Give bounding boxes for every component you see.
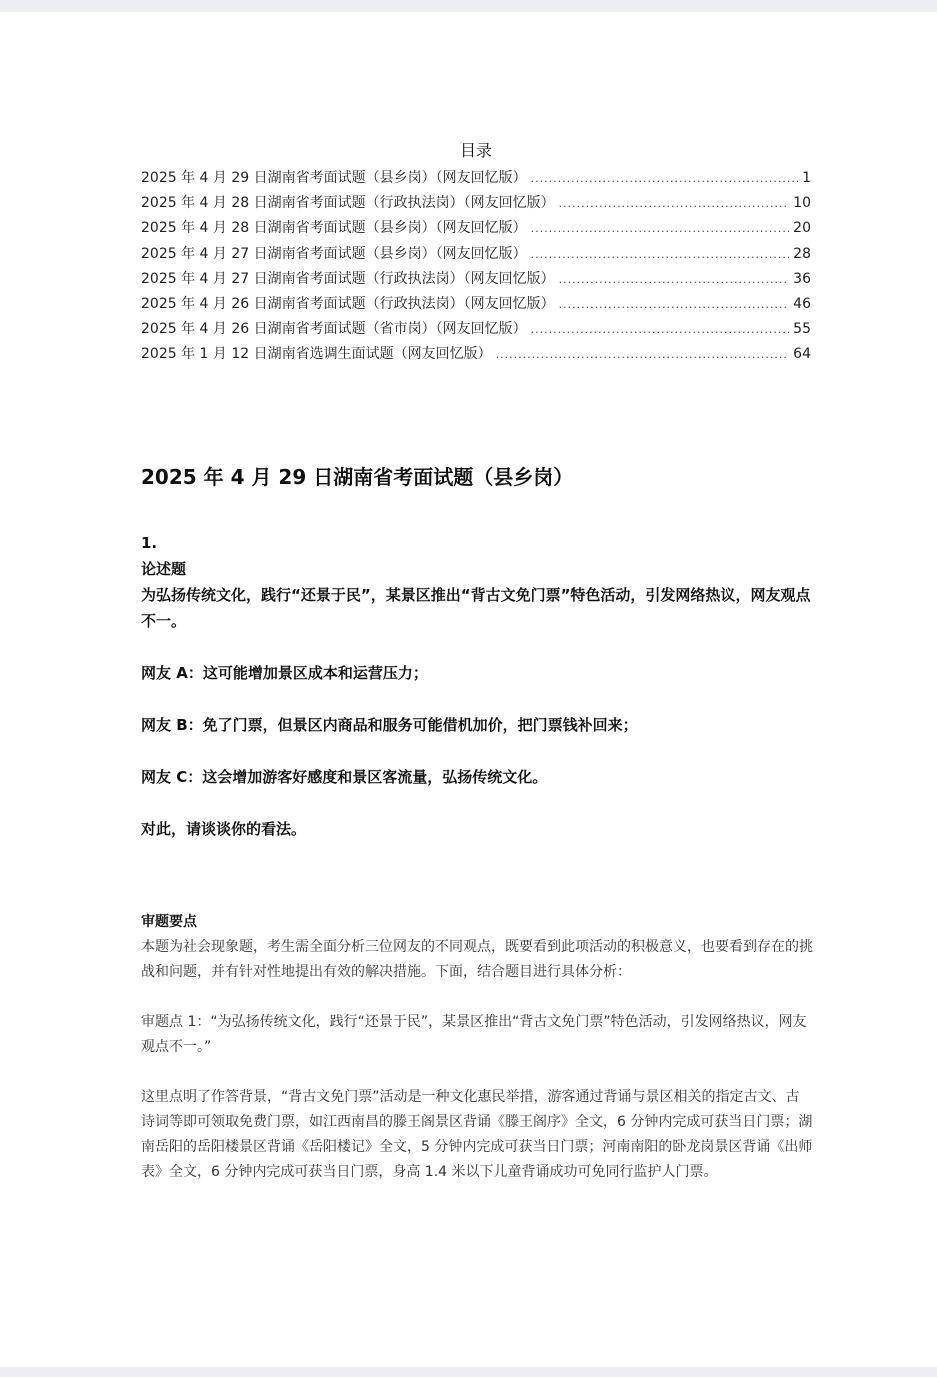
toc-entry-title: 2025 年 4 月 26 日湖南省考面试题（行政执法岗）（网友回忆版） (141, 295, 555, 312)
toc-entry[interactable] (141, 242, 811, 267)
toc-entry[interactable] (141, 166, 811, 191)
analysis-explanation: 这里点明了作答背景，“背古文免门票”活动是一种文化惠民举措，游客通过背诵与景区相关的指定古文、古诗词等即可领取免费门票，如江西南昌的滕王阁景区背诵《滕王阁序》全文，6 分钟内完成可获当日门票；湖南岳阳的岳阳楼景区背诵《岳阳楼记》全文，5 分钟内完成可获当日门票；河南南阳的卧龙岗景区背诵《出师表》全文，6 分钟内完成可获当日门票，身高 1.4 米以下儿童背诵成功可免同行监护人门票。 (141, 1089, 813, 1180)
toc-dot-leader (531, 166, 798, 191)
toc-dot-leader (531, 216, 790, 241)
toc-entry[interactable] (141, 267, 811, 292)
toc-entry-page: 28 (793, 245, 811, 262)
toc-entry[interactable] (141, 292, 811, 317)
question-prompt: 对此，请谈谈你的看法。 (141, 820, 307, 838)
toc-entry[interactable] (141, 191, 811, 216)
toc-entry-title: 2025 年 4 月 27 日湖南省考面试题（县乡岗）（网友回忆版） (141, 245, 527, 262)
toc-entry-title: 2025 年 4 月 27 日湖南省考面试题（行政执法岗）（网友回忆版） (141, 270, 555, 287)
toc-dot-leader (531, 317, 790, 342)
toc-entry-page: 10 (793, 195, 811, 212)
toc-entry-title: 2025 年 4 月 26 日湖南省考面试题（省市岗）（网友回忆版） (141, 321, 527, 338)
toc-entry-page: 55 (793, 321, 811, 338)
analysis-intro: 本题为社会现象题，考生需全面分析三位网友的不同观点，既要看到此项活动的积极意义，也要看到存在的挑战和问题，并有针对性地提出有效的解决措施。下面，结合题目进行具体分析： (141, 939, 813, 980)
toc-entry-page: 46 (793, 295, 811, 312)
toc-entry-page: 20 (793, 220, 811, 237)
question-number: 1. (141, 534, 158, 552)
document-page (0, 12, 937, 1367)
question-type: 论述题 (141, 560, 187, 578)
question-stem: 为弘扬传统文化，践行“还景于民”，某景区推出“背古文免门票”特色活动，引发网络热议，网友观点不一。 (141, 586, 811, 630)
toc-entry-page: 1 (802, 170, 811, 186)
toc-entry-title: 2025 年 4 月 29 日湖南省考面试题（县乡岗）（网友回忆版） (141, 170, 527, 186)
toc-entry[interactable] (141, 342, 811, 367)
toc-dot-leader (531, 242, 790, 267)
section-title: 2025 年 4 月 29 日湖南省考面试题（县乡岗） (141, 465, 574, 489)
analysis-heading: 审题要点 (141, 914, 197, 930)
analysis-point-1: 审题点 1：“为弘扬传统文化，践行“还景于民”，某景区推出“背古文免门票”特色活动，引发网络热议，网友观点不一。” (141, 1014, 807, 1055)
question-block (141, 530, 813, 842)
toc-dot-leader (559, 292, 790, 317)
toc-dot-leader (559, 267, 790, 292)
table-of-contents (141, 140, 811, 368)
toc-entry-title: 2025 年 4 月 28 日湖南省考面试题（行政执法岗）（网友回忆版） (141, 195, 555, 212)
analysis-block (141, 910, 813, 1185)
toc-entry-page: 36 (793, 270, 811, 287)
toc-entry[interactable] (141, 216, 811, 241)
toc-entry-title: 2025 年 1 月 12 日湖南省选调生面试题（网友回忆版） (141, 346, 492, 363)
toc-dot-leader (496, 342, 790, 367)
opinion-b: 网友 B：免了门票，但景区内商品和服务可能借机加价，把门票钱补回来； (141, 716, 638, 734)
toc-entry-page: 64 (793, 346, 811, 363)
toc-heading: 目录 (459, 141, 492, 160)
toc-entry[interactable] (141, 317, 811, 342)
toc-entry-title: 2025 年 4 月 28 日湖南省考面试题（县乡岗）（网友回忆版） (141, 220, 527, 237)
toc-dot-leader (559, 191, 790, 216)
opinion-c: 网友 C：这会增加游客好感度和景区客流量，弘扬传统文化。 (141, 768, 548, 786)
opinion-a: 网友 A：这可能增加景区成本和运营压力； (141, 664, 428, 682)
